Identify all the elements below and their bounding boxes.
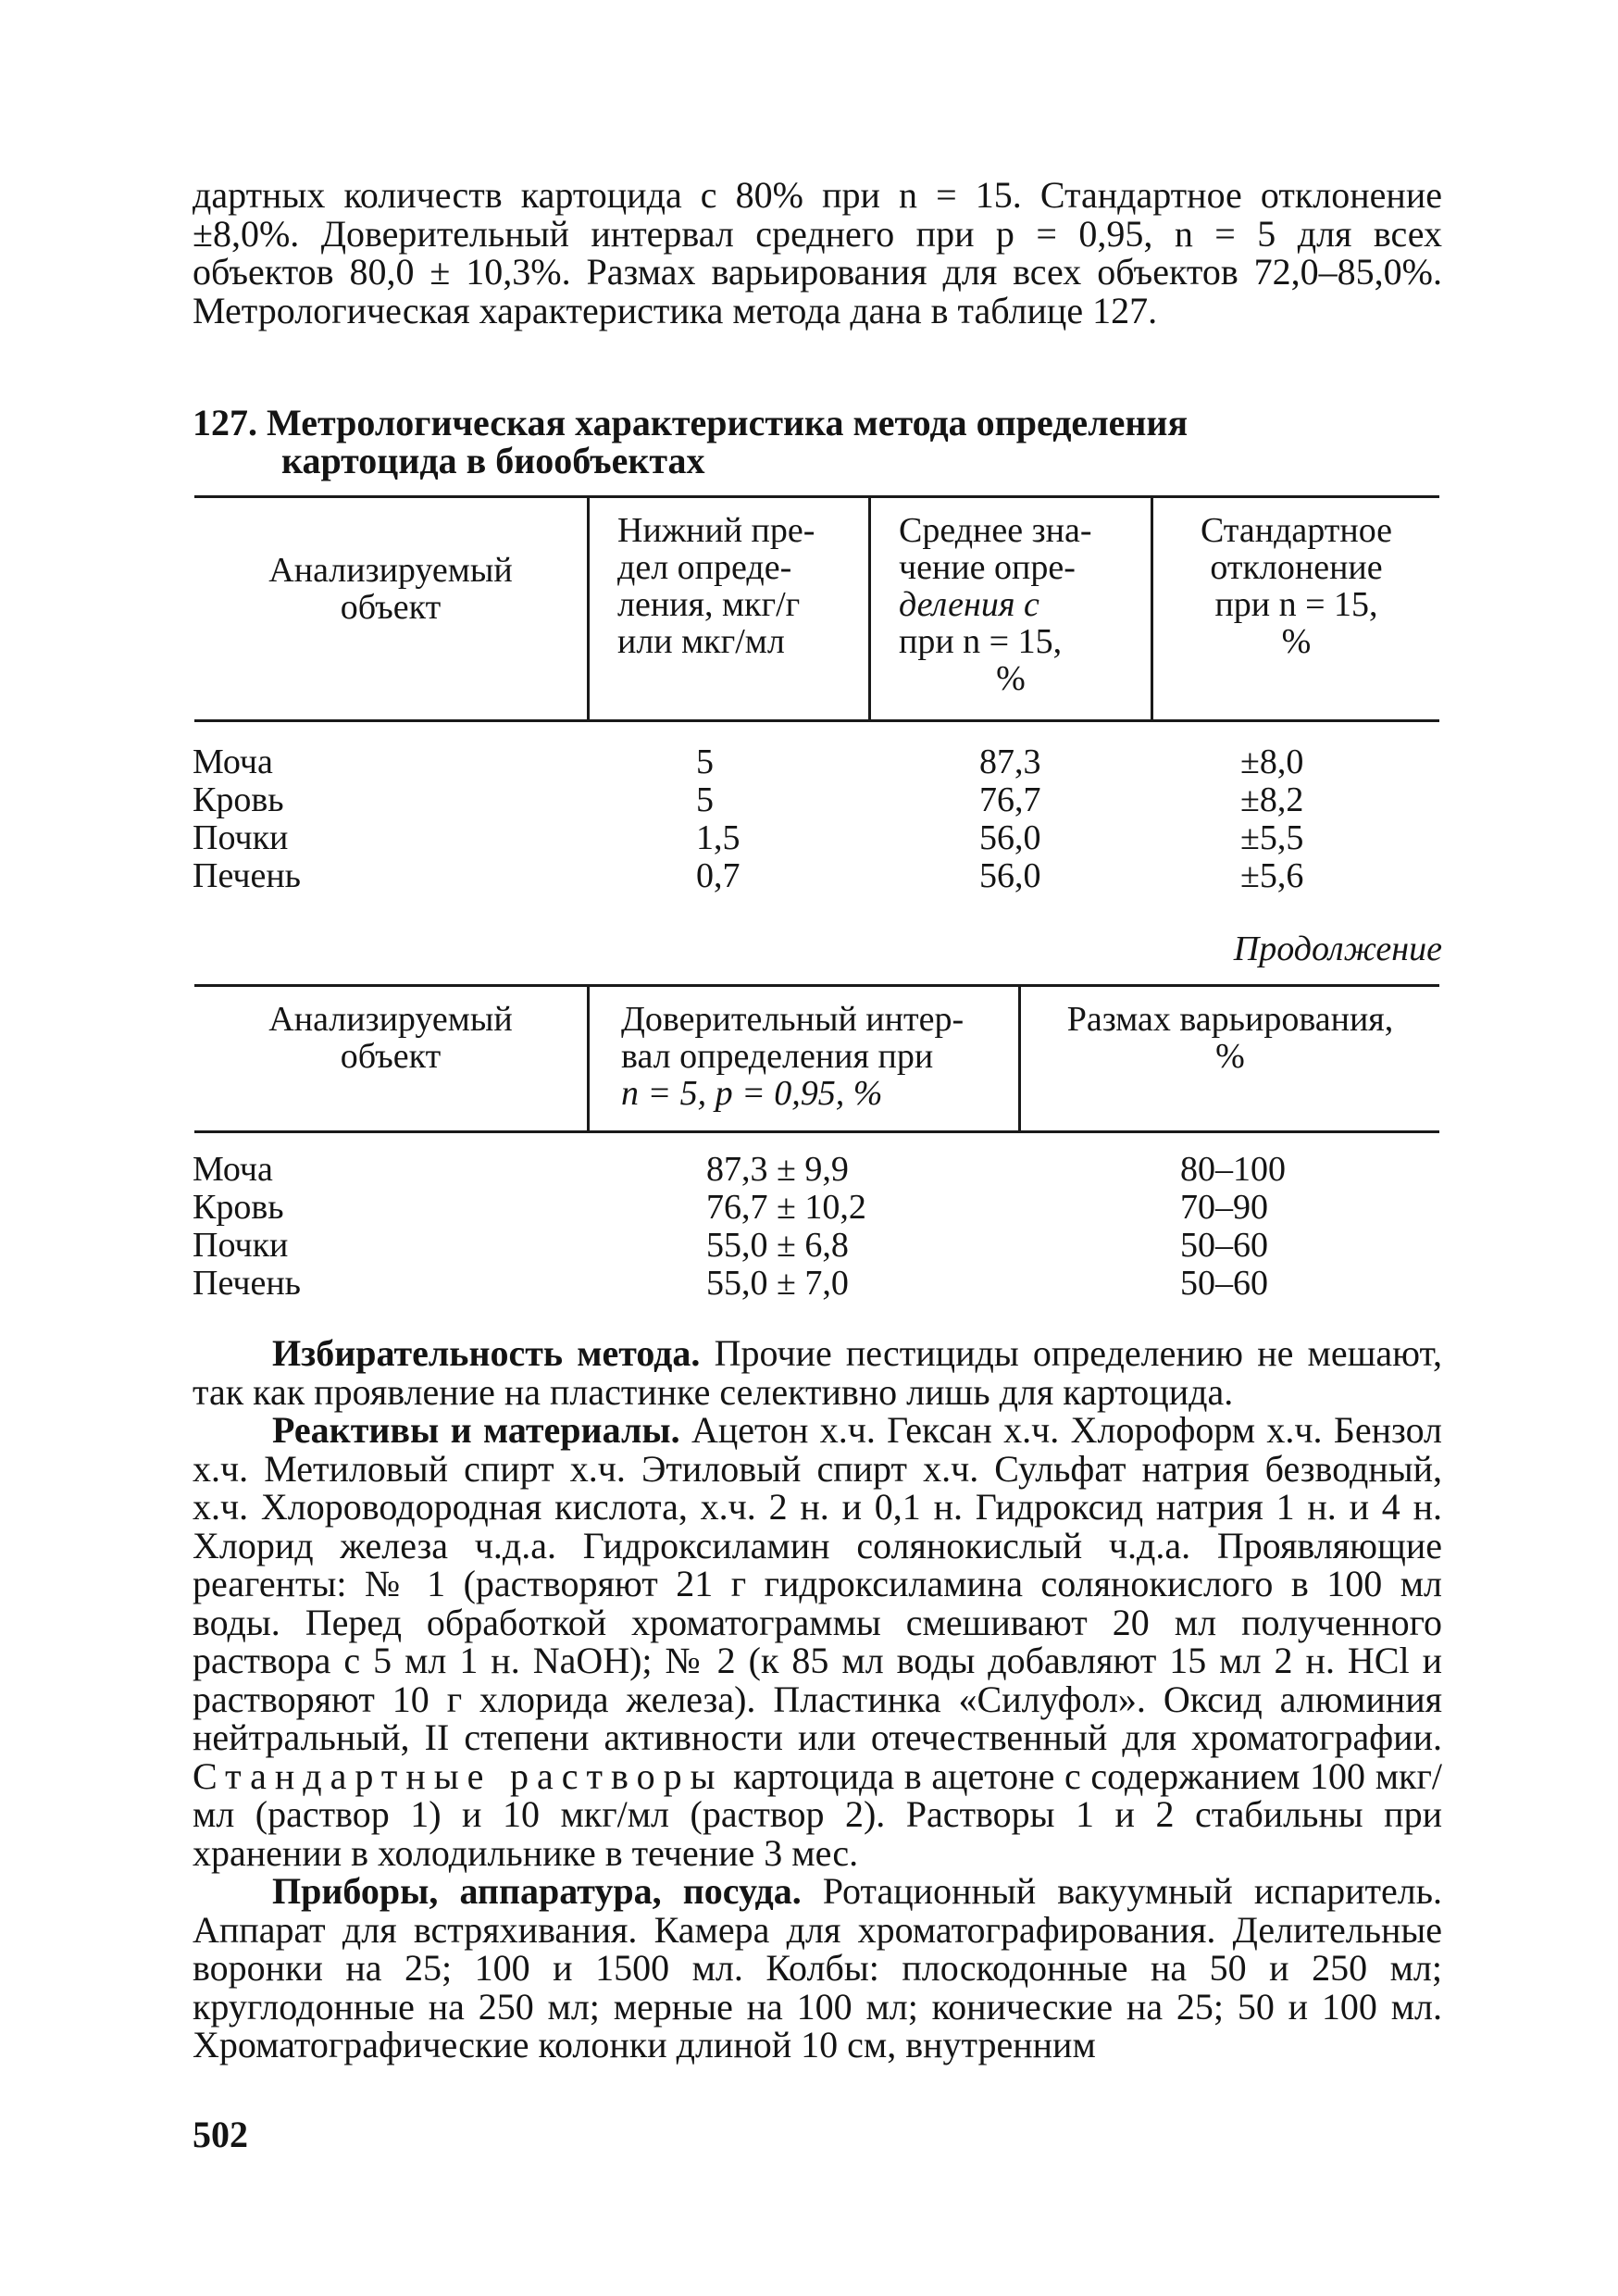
cell-range: 50–60 xyxy=(1180,1226,1268,1265)
cell-mean: 56,0 xyxy=(979,818,1041,857)
page-number: 502 xyxy=(193,2114,248,2155)
header-line: n = 5, p = 0,95, % xyxy=(621,1074,883,1113)
row-label: Моча xyxy=(193,742,273,781)
cell-lower-limit: 5 xyxy=(696,780,714,819)
row-label: Почки xyxy=(193,818,289,857)
header-line: Доверительный интер- xyxy=(621,1000,965,1039)
header-line: чение опре- xyxy=(899,548,1076,587)
table-1-top-rule xyxy=(194,495,1439,498)
standard-solutions-term: Стандартные растворы xyxy=(193,1754,724,1797)
selectivity-heading: Избирательность метода. xyxy=(272,1332,701,1374)
table-2-header-object xyxy=(194,1001,587,1075)
header-line: % xyxy=(996,659,1026,698)
cell-stddev: ±5,5 xyxy=(1240,818,1304,857)
cell-mean: 87,3 xyxy=(979,742,1041,781)
header-line: отклонение xyxy=(1210,548,1383,587)
header-line: объект xyxy=(340,1037,442,1076)
header-line: % xyxy=(1215,1037,1245,1076)
header-line: объект xyxy=(340,588,442,627)
table-2-header-rule xyxy=(194,1130,1439,1133)
row-label: Кровь xyxy=(193,780,284,819)
selectivity-text: Прочие пестициды определению не мешают, так как проявление на пластинке селективно лишь для картоцида. xyxy=(193,1332,1442,1413)
header-line: деления c xyxy=(899,585,1039,624)
cell-lower-limit: 5 xyxy=(696,742,714,781)
cell-range: 50–60 xyxy=(1180,1264,1268,1303)
cell-confidence: 55,0 ± 6,8 xyxy=(706,1226,849,1265)
header-line: Анализируемый xyxy=(268,1000,513,1039)
reagents-paragraph xyxy=(193,1411,1442,1872)
table-2-header-range xyxy=(1021,1001,1439,1075)
header-line: при n = 15, xyxy=(1214,585,1378,624)
table-1-header-rule xyxy=(194,719,1439,722)
table-1-header-object xyxy=(194,552,587,626)
cell-range: 70–90 xyxy=(1180,1188,1268,1227)
header-line: или мкг/мл xyxy=(617,622,785,661)
cell-lower-limit: 1,5 xyxy=(696,818,741,857)
continuation-label: Продолжение xyxy=(1233,930,1442,968)
cell-confidence: 76,7 ± 10,2 xyxy=(706,1188,866,1227)
table-1-header-lower-limit xyxy=(590,512,868,660)
cell-mean: 56,0 xyxy=(979,856,1041,895)
equipment-heading: Приборы, аппаратура, посуда. xyxy=(272,1870,802,1912)
header-line: вал определения при xyxy=(621,1037,934,1076)
header-line: Стандартное xyxy=(1200,511,1393,550)
header-line: Нижний пре- xyxy=(617,511,815,550)
cell-lower-limit: 0,7 xyxy=(696,856,741,895)
table-2-top-rule xyxy=(194,984,1439,987)
row-label: Печень xyxy=(193,856,302,895)
equipment-text: Ротационный вакуумный испаритель. Аппарат для встряхивания. Камера для хроматографирования. Делительные воронки на 25; 100 и 1500 мл. Колбы: плоскодонные на 50 и 250 мл; круглодонные на 250 мл; мерные на 100 мл; конические на 25; 50 и 100 мл. Хроматографические колонки длиной 10 см, внутренним xyxy=(193,1870,1442,2065)
header-line: дел опреде- xyxy=(617,548,792,587)
row-label: Печень xyxy=(193,1264,302,1303)
table-caption-line1: 127. Метрологическая характеристика метода определения xyxy=(193,402,1189,443)
header-line: при n = 15, xyxy=(899,622,1063,661)
equipment-paragraph xyxy=(193,1872,1442,2065)
table-1-header-mean xyxy=(871,512,1151,697)
cell-stddev: ±8,0 xyxy=(1240,742,1304,781)
header-line: Анализируемый xyxy=(268,551,513,590)
intro-paragraph: дартных количеств картоцида с 80% при n = 15. Стандартное отклонение ±8,0%. Доверительный интервал среднего при p = 0,95, n = 5 для всех объектов 80,0 ± 10,3%. Размах варьирования для всех объектов 72,0–85,0%. Метрологическая характеристика метода дана в таблице 127. xyxy=(193,174,1442,331)
cell-confidence: 55,0 ± 7,0 xyxy=(706,1264,849,1303)
header-line: Размах варьирования, xyxy=(1066,1000,1394,1039)
row-label: Моча xyxy=(193,1150,273,1189)
cell-stddev: ±5,6 xyxy=(1240,856,1304,895)
table-1-header-stddev xyxy=(1153,512,1439,660)
cell-stddev: ±8,2 xyxy=(1240,780,1304,819)
cell-range: 80–100 xyxy=(1180,1150,1286,1189)
cell-mean: 76,7 xyxy=(979,780,1041,819)
reagents-text-end: картоцида в ацетоне с содержанием 100 мкг/мл (раствор 1) и 10 мкг/мл (раствор 2). Растворы 1 и 2 стабильны при хранении в холодильнике в течение 3 мес. xyxy=(193,1754,1442,1874)
header-line: % xyxy=(1281,622,1312,661)
row-label: Кровь xyxy=(193,1188,284,1227)
cell-confidence: 87,3 ± 9,9 xyxy=(706,1150,849,1189)
row-label: Почки xyxy=(193,1226,289,1265)
table-2-header-confidence xyxy=(590,1001,1018,1112)
reagents-text: Ацетон х.ч. Гексан х.ч. Хлороформ х.ч. Бензол х.ч. Метиловый спирт х.ч. Этиловый спирт х.ч. Сульфат натрия безводный, х.ч. Хлороводородная кислота, х.ч. 2 н. и 0,1 н. Гидроксид натрия 1 н. и 4 н. Хлорид железа ч.д.а. Гидроксиламин солянокислый ч.д.а. Проявляющие реагенты: № 1 (растворяют 21 г гидроксиламина солянокислого в 100 мл воды. Перед обработкой хроматограммы смешивают 20 мл полученного раствора с 5 мл 1 н. NaOH); № 2 (к 85 мл воды добавляют 15 мл 2 н. HCl и растворяют 10 г хлорида железа). Пластинка «Силуфол». Оксид алюминия нейтральный, II степени активности или отечественный для хроматографии. xyxy=(193,1409,1443,1758)
reagents-heading: Реактивы и материалы. xyxy=(272,1409,680,1451)
header-line: ления, мкг/г xyxy=(617,585,801,624)
selectivity-paragraph xyxy=(193,1334,1442,1411)
table-caption-line2: картоцида в биообъектах xyxy=(281,440,705,481)
table-caption xyxy=(193,404,1396,480)
header-line: Среднее зна- xyxy=(899,511,1092,550)
